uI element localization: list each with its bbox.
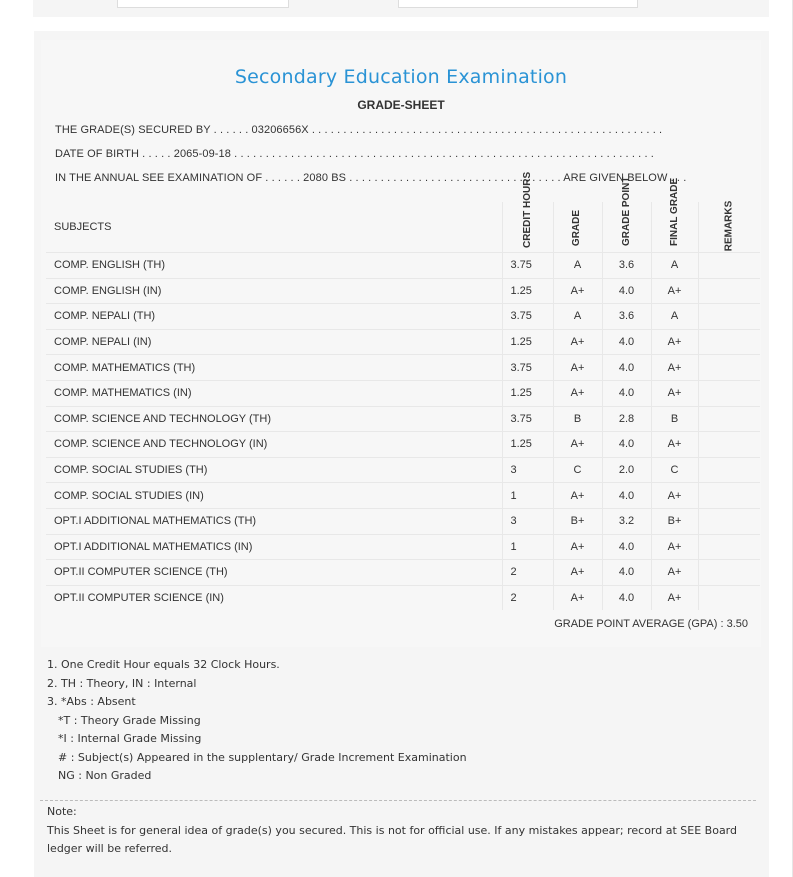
exam-line: IN THE ANNUAL SEE EXAMINATION OF . . . . . . 2080 BS . . . . . . . . . . . . . . . . . . . . . . . . . . . . . . . . . . ARE GIVEN BELOW . . . xyxy=(55,172,687,184)
credit-hours-cell: 3.75 xyxy=(502,253,553,279)
table-row xyxy=(46,380,760,406)
subject-cell: COMP. SOCIAL STUDIES (TH) xyxy=(46,457,502,483)
credit-hours-cell: 2 xyxy=(502,560,553,586)
secured-by-line: THE GRADE(S) SECURED BY . . . . . . 03206656X . . . . . . . . . . . . . . . . . . . . . . . . . . . . . . . . . . . . . . . . . . . . . . . . . . . . . . . . xyxy=(55,124,663,136)
credit-hours-cell: 3 xyxy=(502,457,553,483)
remarks-cell xyxy=(698,304,760,330)
table-row xyxy=(46,432,760,458)
subject-cell: OPT.II COMPUTER SCIENCE (TH) xyxy=(46,560,502,586)
final-grade-cell: C xyxy=(651,457,698,483)
final-grade-cell: B+ xyxy=(651,508,698,534)
final-grade-cell: A xyxy=(651,304,698,330)
final-grade-cell: B xyxy=(651,406,698,432)
remarks-cell xyxy=(698,253,760,279)
subject-cell: COMP. MATHEMATICS (IN) xyxy=(46,380,502,406)
note-item: # : Subject(s) Appeared in the supplentary/ Grade Increment Examination xyxy=(58,750,467,764)
grade-point-cell: 4.0 xyxy=(602,534,651,560)
top-input-right[interactable] xyxy=(398,0,638,8)
table-row xyxy=(46,560,760,586)
remarks-cell xyxy=(698,483,760,509)
remarks-cell xyxy=(698,560,760,586)
grade-point-cell: 2.0 xyxy=(602,457,651,483)
note-item: NG : Non Graded xyxy=(58,769,152,782)
grade-point-cell: 4.0 xyxy=(602,355,651,381)
final-grade-cell: A+ xyxy=(651,585,698,610)
grade-cell: B xyxy=(553,406,602,432)
grade-cell: C xyxy=(553,457,602,483)
grade-cell: A+ xyxy=(553,380,602,406)
sheet-subtitle: GRADE-SHEET xyxy=(357,98,445,112)
top-input-left[interactable] xyxy=(117,0,289,8)
grade-cell: A+ xyxy=(553,560,602,586)
remarks-cell xyxy=(698,355,760,381)
table-row xyxy=(46,304,760,330)
subject-cell: OPT.I ADDITIONAL MATHEMATICS (TH) xyxy=(46,508,502,534)
grade-point-cell: 3.6 xyxy=(602,304,651,330)
grade-point-cell: 4.0 xyxy=(602,585,651,610)
table-row xyxy=(46,355,760,381)
grade-point-cell: 3.2 xyxy=(602,508,651,534)
subject-cell: COMP. SOCIAL STUDIES (IN) xyxy=(46,483,502,509)
final-grade-cell: A+ xyxy=(651,534,698,560)
grade-point-cell: 2.8 xyxy=(602,406,651,432)
subject-cell: COMP. ENGLISH (TH) xyxy=(46,253,502,279)
grade-cell: B+ xyxy=(553,508,602,534)
grade-point-cell: 4.0 xyxy=(602,380,651,406)
subject-cell: OPT.II COMPUTER SCIENCE (IN) xyxy=(46,585,502,610)
grade-cell: A+ xyxy=(553,355,602,381)
grade-cell: A xyxy=(553,304,602,330)
remarks-cell xyxy=(698,508,760,534)
final-grade-cell: A xyxy=(651,253,698,279)
credit-hours-cell: 1.25 xyxy=(502,278,553,304)
table-row xyxy=(46,253,760,279)
disclaimer-text: This Sheet is for general idea of grade(s) you secured. This is not for official use. If any mistakes appear; record at SEE Board ledger will be referred. xyxy=(47,823,737,855)
final-grade-cell: A+ xyxy=(651,560,698,586)
remarks-cell xyxy=(698,406,760,432)
remarks-cell xyxy=(698,380,760,406)
final-grade-cell: A+ xyxy=(651,329,698,355)
credit-hours-cell: 3.75 xyxy=(502,355,553,381)
header-subjects: SUBJECTS xyxy=(54,221,112,233)
final-grade-cell: A+ xyxy=(651,432,698,458)
final-grade-cell: A+ xyxy=(651,278,698,304)
final-grade-cell: A+ xyxy=(651,380,698,406)
header-remarks: REMARKS xyxy=(698,202,760,253)
disclaimer-label: Note: xyxy=(47,805,77,818)
grade-cell: A+ xyxy=(553,329,602,355)
remarks-cell xyxy=(698,457,760,483)
remarks-cell xyxy=(698,432,760,458)
credit-hours-cell: 3 xyxy=(502,508,553,534)
credit-hours-cell: 1 xyxy=(502,483,553,509)
remarks-cell xyxy=(698,329,760,355)
grade-point-cell: 3.6 xyxy=(602,253,651,279)
table-row xyxy=(46,406,760,432)
gpa-value: GRADE POINT AVERAGE (GPA) : 3.50 xyxy=(554,618,748,630)
note-item: 3. *Abs : Absent xyxy=(47,695,136,708)
note-item: 2. TH : Theory, IN : Internal xyxy=(47,676,197,690)
grade-point-cell: 4.0 xyxy=(602,432,651,458)
subject-cell: COMP. MATHEMATICS (TH) xyxy=(46,355,502,381)
credit-hours-cell: 1.25 xyxy=(502,432,553,458)
table-row xyxy=(46,534,760,560)
subject-cell: OPT.I ADDITIONAL MATHEMATICS (IN) xyxy=(46,534,502,560)
remarks-cell xyxy=(698,278,760,304)
remarks-cell xyxy=(698,534,760,560)
top-form-strip xyxy=(33,0,769,17)
divider xyxy=(40,800,756,801)
table-header-row xyxy=(46,202,760,253)
dob-line: DATE OF BIRTH . . . . . 2065-09-18 . . . . . . . . . . . . . . . . . . . . . . . . . . . . . . . . . . . . . . . . . . . . . . . . . . . . . . . . . . . . . . . . . . . xyxy=(55,148,654,160)
credit-hours-cell: 1 xyxy=(502,534,553,560)
credit-hours-cell: 1.25 xyxy=(502,380,553,406)
table-row xyxy=(46,457,760,483)
note-item: *T : Theory Grade Missing xyxy=(58,713,201,727)
header-grade: GRADE xyxy=(553,202,602,253)
subject-cell: COMP. NEPALI (TH) xyxy=(46,304,502,330)
remarks-cell xyxy=(698,585,760,610)
credit-hours-cell: 1.25 xyxy=(502,329,553,355)
subject-cell: COMP. NEPALI (IN) xyxy=(46,329,502,355)
exam-title: Secondary Education Examination xyxy=(234,66,568,88)
grade-point-cell: 4.0 xyxy=(602,560,651,586)
subject-cell: COMP. SCIENCE AND TECHNOLOGY (TH) xyxy=(46,406,502,432)
credit-hours-cell: 3.75 xyxy=(502,406,553,432)
table-row xyxy=(46,585,760,610)
note-item: 1. One Credit Hour equals 32 Clock Hours. xyxy=(47,658,280,671)
grade-point-cell: 4.0 xyxy=(602,329,651,355)
subject-cell: COMP. ENGLISH (IN) xyxy=(46,278,502,304)
grade-cell: A xyxy=(553,253,602,279)
header-final-grade: FINAL GRADE xyxy=(651,202,698,253)
credit-hours-cell: 2 xyxy=(502,585,553,610)
grade-cell: A+ xyxy=(553,278,602,304)
table-row xyxy=(46,278,760,304)
notes-list xyxy=(47,656,467,786)
grade-cell: A+ xyxy=(553,483,602,509)
grade-point-cell: 4.0 xyxy=(602,278,651,304)
grade-cell: A+ xyxy=(553,534,602,560)
final-grade-cell: A+ xyxy=(651,355,698,381)
final-grade-cell: A+ xyxy=(651,483,698,509)
grade-sheet xyxy=(41,40,761,647)
header-grade-point: GRADE POINT xyxy=(602,202,651,253)
credit-hours-cell: 3.75 xyxy=(502,304,553,330)
table-row xyxy=(46,483,760,509)
grade-cell: A+ xyxy=(553,585,602,610)
header-credit-hours: CREDIT HOURS xyxy=(502,202,553,253)
note-item: *I : Internal Grade Missing xyxy=(58,732,202,745)
grade-cell: A+ xyxy=(553,432,602,458)
grade-point-cell: 4.0 xyxy=(602,483,651,509)
subject-cell: COMP. SCIENCE AND TECHNOLOGY (IN) xyxy=(46,432,502,458)
table-row xyxy=(46,508,760,534)
table-row xyxy=(46,329,760,355)
disclaimer xyxy=(47,803,747,859)
